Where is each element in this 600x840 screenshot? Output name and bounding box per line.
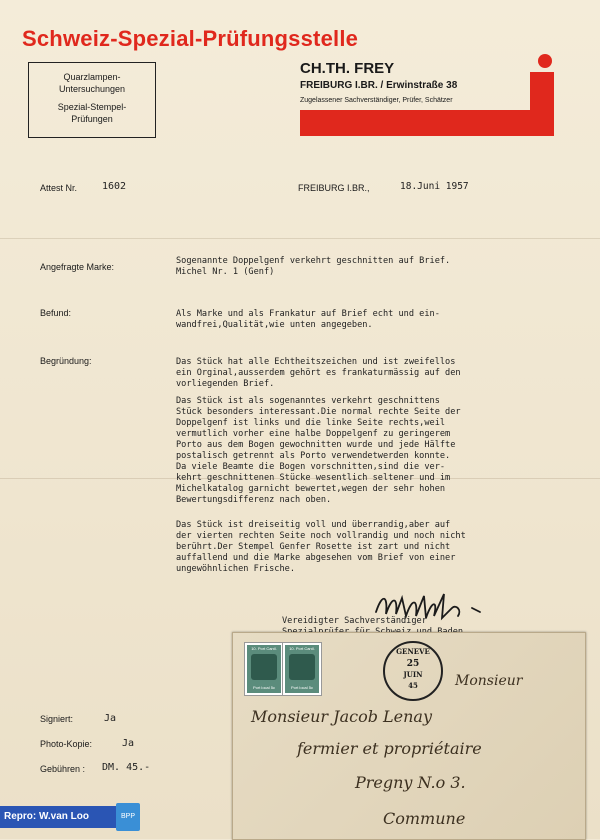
body-line: Da viele Beamte die Bogen vorschnitten,sind die ver-	[176, 462, 446, 472]
services-line: Spezial-Stempel-	[57, 102, 127, 112]
stamp-caption: 10. Port Cantl.	[251, 646, 277, 651]
letterhead-title: Schweiz-Spezial-Prüfungsstelle	[22, 26, 359, 51]
logo-bar	[300, 110, 554, 136]
gebuehren-value: DM. 45.-	[102, 762, 151, 773]
postmark-city: GENEVE	[396, 647, 430, 656]
body-line: Bewertungsdifferenz nach oben.	[176, 495, 332, 505]
postmark-month: JUIN	[403, 670, 423, 679]
body-line: vermutlich vorher eine halbe Doppelgenf zu geringerem	[176, 429, 451, 439]
body-line: Stück besonders interessant.Die normal rechte Seite der	[176, 407, 461, 417]
address-line: Monsieur Jacob Lenay	[251, 707, 433, 726]
body-line: auffallend und die Marke abgesehen vom Brief von einer	[176, 553, 456, 563]
logo-bar	[530, 72, 554, 136]
stamp-caption: Port local 5c	[252, 685, 275, 690]
services-box	[28, 62, 156, 138]
fold-line	[0, 238, 600, 239]
attest-label: Attest Nr.	[40, 183, 78, 193]
marke-line: Sogenannte Doppelgenf verkehrt geschnitten auf Brief.	[176, 256, 451, 266]
body-line: Doppelgenf ist links und die linke Seite rechts,weil	[176, 418, 446, 428]
body-line: ungewöhnlichen Frische.	[176, 564, 295, 574]
attest-date: 18.Juni 1957	[400, 181, 469, 192]
begruendung-label: Begründung:	[40, 356, 92, 366]
body-line: vorliegenden Brief.	[176, 379, 275, 389]
body-line: berührt.Der Stempel Genfer Rosette ist zart und nicht	[176, 542, 451, 552]
stamp-right	[283, 643, 321, 695]
marke-line: Michel Nr. 1 (Genf)	[176, 267, 275, 277]
signiert-label: Signiert:	[40, 714, 74, 724]
body-line: postalisch getrennt als Porto verwendetwerden konnte.	[176, 451, 451, 461]
marke-label: Angefragte Marke:	[40, 262, 115, 272]
body-line: der vierten rechten Seite noch vollrandig und noch nicht	[176, 531, 466, 541]
photo-label: Photo-Kopie:	[40, 739, 93, 749]
body-line: kehrt geschnittenen Stücke wesentlich seltener und im	[176, 473, 451, 483]
services-line: Untersuchungen	[58, 84, 126, 94]
address-line: fermier et propriétaire	[297, 739, 482, 758]
befund-label: Befund:	[40, 308, 72, 318]
postmark-year: 45	[408, 681, 418, 690]
attest-number: 1602	[102, 181, 127, 192]
postmark	[383, 641, 443, 701]
services-line: Quarzlampen-	[63, 72, 121, 82]
address-line: Commune	[383, 809, 466, 828]
firm-name: CH.TH. FREY	[300, 60, 395, 77]
postmark-day: 25	[406, 659, 420, 669]
address-line: Monsieur	[455, 673, 523, 689]
bpp-logo: BPP	[116, 803, 140, 831]
address-line: Pregny N.o 3.	[355, 773, 466, 792]
body-line: Porto aus dem Bogen gewochnitten wurde und jede Hälfte	[176, 440, 456, 450]
cover-photo	[232, 632, 586, 840]
repro-credit: Repro: W.van Loo	[0, 806, 118, 828]
signiert-value: Ja	[104, 713, 117, 724]
logo-dot	[538, 54, 552, 68]
firm-subtitle: Zugelassener Sachverständiger, Prüfer, Schätzer	[300, 97, 453, 104]
services-line: Prüfungen	[71, 114, 113, 124]
body-line: ein Orginal,ausserdem gehört es frankaturmässig auf den	[176, 368, 461, 378]
gebuehren-label: Gebühren :	[40, 764, 86, 774]
stamp-left	[245, 643, 283, 695]
stamp-arms	[289, 654, 315, 680]
befund-line: Als Marke und als Frankatur auf Brief echt und ein-	[176, 309, 440, 319]
body-line: Das Stück ist als sogenanntes verkehrt geschnittens	[176, 396, 440, 406]
body-line: Das Stück hat alle Echtheitszeichen und ist zweifellos	[176, 357, 456, 367]
firm-address: FREIBURG I.BR. / Erwinstraße 38	[300, 80, 458, 91]
body-line: Das Stück ist dreiseitig voll und überrandig,aber auf	[176, 520, 451, 530]
stamp-caption: 10. Port Cantl.	[289, 646, 315, 651]
attest-place: FREIBURG I.BR.,	[298, 183, 370, 193]
photo-value: Ja	[122, 738, 135, 749]
befund-line: wandfrei,Qualität,wie unten angegeben.	[176, 320, 373, 330]
signature-title: Vereidigter Sachverständiger	[282, 616, 427, 626]
body-line: Michelkatalog garnicht bewertet,wegen der sehr hohen	[176, 484, 446, 494]
stamp-caption: Port local 5c	[290, 685, 313, 690]
stamp-arms	[251, 654, 277, 680]
